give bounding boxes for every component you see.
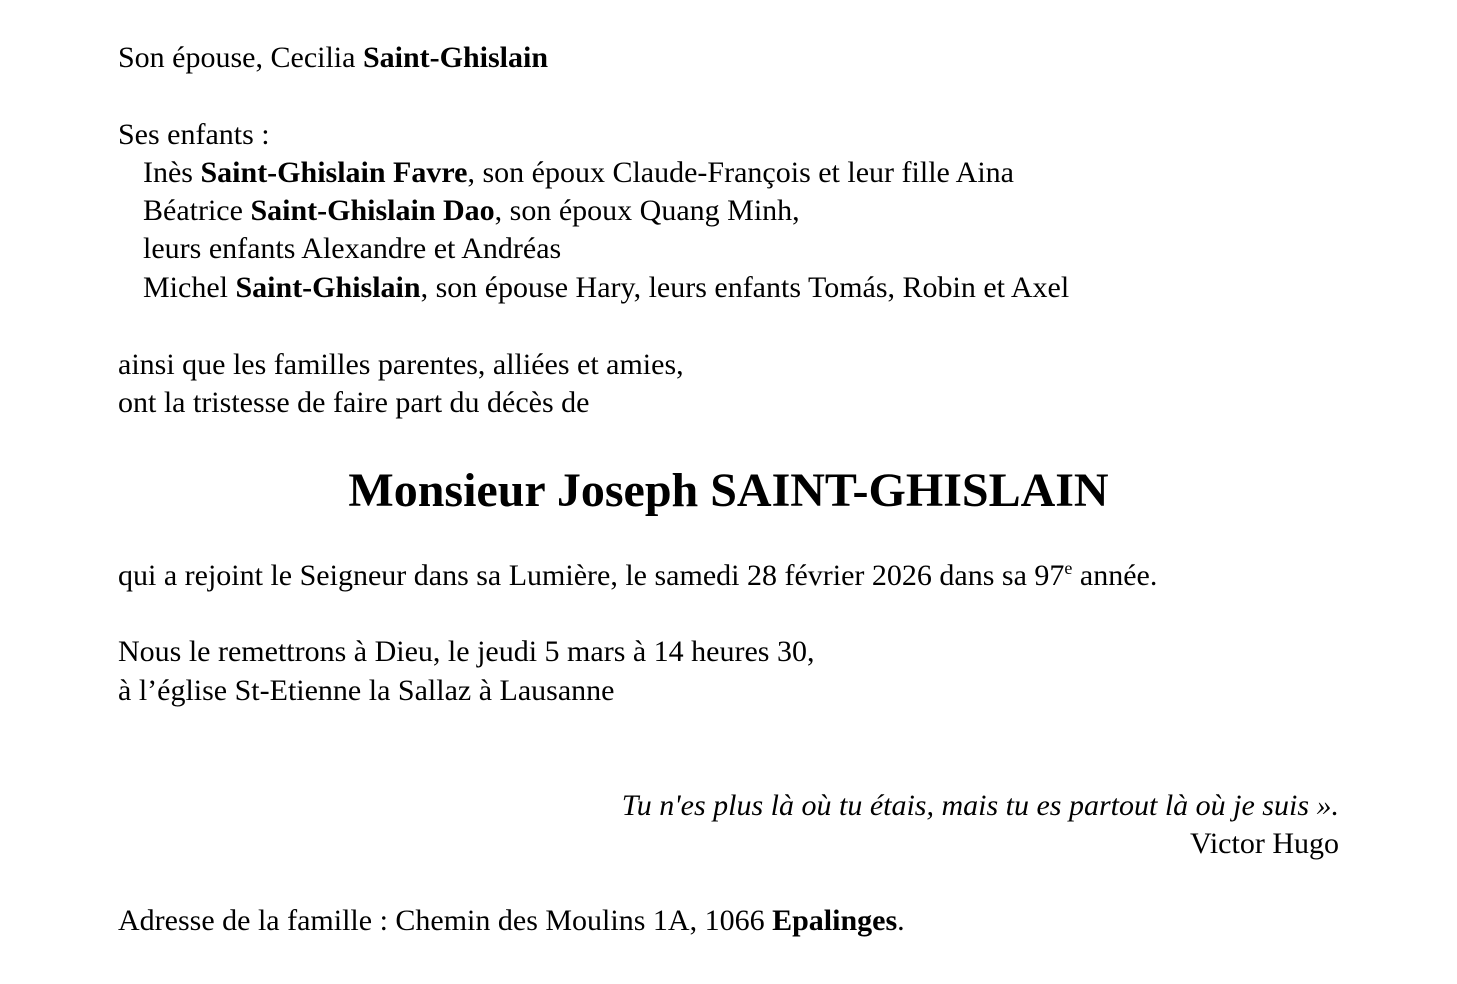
child-details: , son épouse Hary, leurs enfants Tomás, Robin et Axel [420, 271, 1070, 304]
child-first-name: Béatrice [143, 194, 251, 227]
death-text: qui a rejoint le Seigneur dans sa Lumière, le samedi 28 février 2026 dans sa 97 [118, 559, 1065, 592]
child-line-beatrice [143, 192, 800, 230]
ordinal-superscript: e [1064, 558, 1073, 578]
ceremony-line-1: Nous le remettrons à Dieu, le jeudi 5 mars à 14 heures 30, [118, 635, 815, 668]
address-prefix: Adresse de la famille : Chemin des Moulins 1A, 1066 [118, 904, 773, 937]
ceremony-line-2: à l’église St-Etienne la Sallaz à Lausanne [118, 674, 615, 707]
quote-text: Tu n'es plus là où tu étais, mais tu es partout là où je suis ». [621, 789, 1339, 822]
child-surname: Saint-Ghislain Favre [200, 156, 468, 189]
child-details: , son époux Claude-François et leur fille Aina [467, 156, 1015, 189]
address-city: Epalinges [772, 904, 898, 937]
address-line [118, 902, 905, 940]
child-line-continuation: leurs enfants Alexandre et Andréas [143, 232, 562, 265]
child-surname: Saint-Ghislain Dao [250, 194, 495, 227]
deceased-name: Monsieur Joseph SAINT-GHISLAIN [348, 464, 1109, 517]
child-first-name: Michel [143, 271, 236, 304]
address-suffix: . [897, 904, 905, 937]
child-details: , son époux Quang Minh, [494, 194, 800, 227]
spouse-line [118, 39, 548, 77]
children-heading: Ses enfants : [118, 118, 270, 151]
families-line-2: ont la tristesse de faire part du décès de [118, 386, 590, 419]
child-line-ines [143, 154, 1014, 192]
spouse-prefix: Son épouse, Cecilia [118, 41, 363, 74]
death-suffix: année. [1072, 559, 1158, 592]
families-line-1: ainsi que les familles parentes, alliées et amies, [118, 348, 684, 381]
death-line [118, 557, 1157, 595]
child-line-michel [143, 269, 1069, 307]
child-surname: Saint-Ghislain [235, 271, 421, 304]
quote-author: Victor Hugo [1189, 827, 1339, 860]
spouse-surname: Saint-Ghislain [362, 41, 549, 74]
child-first-name: Inès [143, 156, 201, 189]
